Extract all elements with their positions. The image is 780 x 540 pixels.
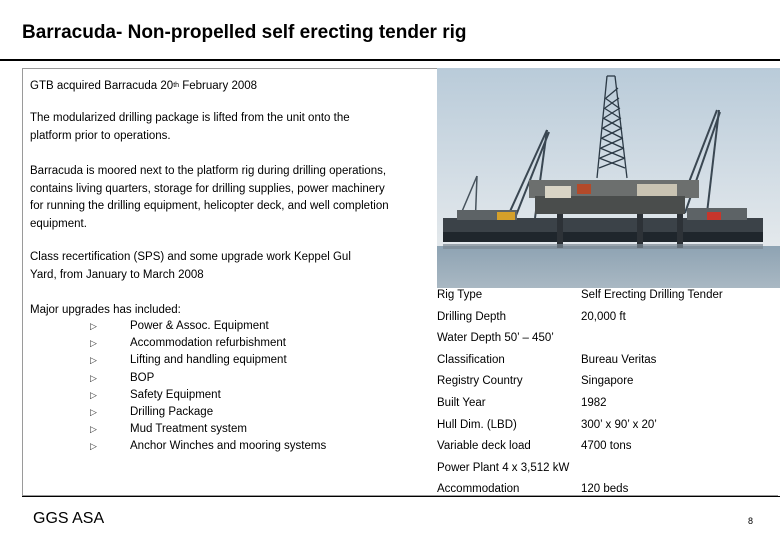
spec-row-classification [437,353,657,376]
spec-label: Hull Dim. (LBD) [437,418,517,431]
title-divider [0,59,780,61]
spec-value: Bureau Veritas [581,353,657,366]
drilling-package-paragraph: The modularized drilling package is lifted from the unit onto the platform prior to operations. [30,112,350,142]
spec-value: 300’ x 90’ x 20’ [581,418,657,431]
mooring-paragraph: Barracuda is moored next to the platform rig during drilling operations, contains living quarters, storage for drilling supplies, power machinery for running the drilling equipment, helicopter deck, and well completion equipment. [30,165,389,230]
spec-label: Accommodation [437,483,520,496]
triangle-bullet-icon: ▷ [90,372,97,383]
spec-value: 20,000 ft [581,310,626,323]
spec-label: Water Depth [437,332,502,345]
spec-label: Variable deck load [437,440,531,453]
spec-row-hull-dimensions [437,418,657,441]
spec-label: Drilling Depth [437,310,507,323]
triangle-bullet-icon: ▷ [90,355,97,366]
upgrades-list [90,318,326,456]
acquisition-note [30,78,257,96]
spec-value: 4 x 3,512 kW [502,461,570,474]
triangle-bullet-icon: ▷ [90,321,97,331]
spec-label: Built Year [437,396,486,409]
spec-value: 120 beds [581,483,629,496]
list-item-label: Safety Equipment [130,388,221,401]
list-item-label: Drilling Package [130,406,214,419]
spec-label: Registry Country [437,375,523,388]
spec-value: Self Erecting Drilling Tender [581,289,723,301]
triangle-bullet-icon: ▷ [90,424,97,435]
spec-label: Rig Type [437,289,483,301]
spec-value: 4700 tons [581,440,632,453]
list-item [90,370,326,387]
page-number: 8 [748,516,754,526]
triangle-bullet-icon: ▷ [90,389,97,400]
spec-row-power-plant [437,462,569,484]
class-recertification-paragraph: Class recertification (SPS) and some upgrade work Keppel Gul Yard, from January to March 2008 [30,251,351,281]
spec-label: Power Plant [437,461,500,474]
spec-value: 1982 [581,396,607,409]
slide-title: Barracuda- Non-propelled self erecting tender rig [22,22,467,43]
acquisition-text: GTB acquired Barracuda 20 [30,80,174,92]
list-item-label: Power & Assoc. Equipment [130,320,269,332]
spec-value: 50’ – 450’ [504,332,554,345]
triangle-bullet-icon: ▷ [90,407,97,418]
spec-row-variable-deck-load [437,440,632,462]
company-name: GGS ASA [33,510,105,527]
spec-row-accommodation [437,483,629,505]
list-item-label: Mud Treatment system [130,423,247,436]
triangle-bullet-icon: ▷ [90,338,97,349]
spec-label: Classification [437,353,505,366]
triangle-bullet-icon: ▷ [90,441,97,452]
list-item [90,404,326,421]
list-item [90,335,326,352]
list-item-label: Anchor Winches and mooring systems [130,440,327,453]
footer-divider [22,496,780,497]
spec-row-water-depth [437,332,569,354]
list-item [90,421,326,438]
spec-row-drilling-depth [437,310,626,333]
rig-photo-image [437,68,780,288]
list-item-label: Lifting and handling equipment [130,354,287,367]
list-item [90,352,326,369]
rig-photo [437,68,780,288]
upgrades-heading: Major upgrades has included: [30,304,181,316]
spec-value: Singapore [581,375,634,388]
list-item-label: BOP [130,371,155,384]
ordinal-suffix: th [173,82,180,89]
spec-row-registry-country [437,375,634,397]
acquisition-date-tail: February 2008 [179,80,258,92]
list-item [90,318,326,335]
list-item [90,438,326,455]
list-item [90,387,326,404]
list-item-label: Accommodation refurbishment [130,337,286,350]
spec-row-rig-type [437,289,723,311]
specifications-table [437,289,723,505]
spec-row-built-year [437,396,607,419]
